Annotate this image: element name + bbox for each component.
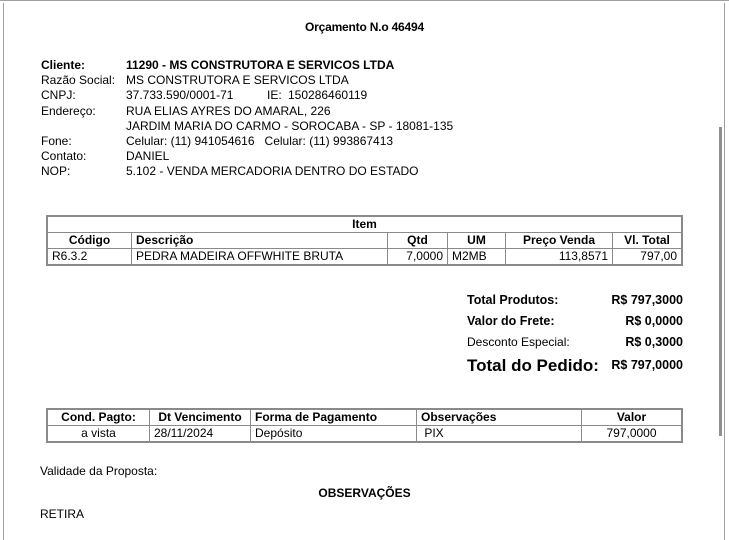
col-header-qtd: Qtd [388,233,448,249]
valor-frete-row [467,314,683,335]
fone-label: Fone: [41,133,72,148]
total-pedido-row [467,358,683,379]
desconto-especial-label: Desconto Especial: [467,335,570,349]
nop-value: 5.102 - VENDA MERCADORIA DENTRO DO ESTADO [126,164,419,179]
col-header-vl-total: Vl. Total [613,233,683,249]
endereco-label: Endereço: [41,103,96,118]
col-header-forma-pagamento: Forma de Pagamento [251,409,417,426]
table-row [47,426,682,443]
col-header-observacoes: Observações [417,409,582,426]
total-produtos-label: Total Produtos: [467,293,559,307]
razao-social-label: Razão Social: [41,73,116,88]
ie-label: IE: [267,88,282,103]
cell-qtd: 7,0000 [388,249,448,266]
col-header-dt-vencimento: Dt Vencimento [150,409,251,426]
col-header-cond-pagto: Cond. Pagto: [47,409,150,426]
cell-descricao: PEDRA MADEIRA OFFWHITE BRUTA [132,249,388,266]
cell-cond-pagto: a vista [47,426,150,443]
observacoes-title: OBSERVAÇÕES [318,486,411,500]
payment-table [46,408,683,443]
cell-preco-venda: 113,8571 [506,249,613,266]
cell-observacoes: PIX [417,426,582,443]
total-produtos-row [467,293,683,314]
fone-value: Celular: (11) 941054616 Celular: (11) 993867413 [126,133,394,148]
col-header-um: UM [448,233,506,249]
cell-valor: 797,0000 [582,426,683,443]
table-row [47,249,682,266]
contato-value: DANIEL [126,149,170,164]
validade-proposta-label: Validade da Proposta: [40,464,158,478]
contato-label: Contato: [41,149,87,164]
desconto-especial-row [467,335,683,356]
col-header-valor: Valor [582,409,683,426]
razao-social-value: MS CONSTRUTORA E SERVICOS LTDA [126,73,349,88]
document-title: Orçamento N.o 46494 [305,20,424,34]
col-header-descricao: Descrição [132,233,388,249]
page-left-border [3,3,4,540]
payment-header-row [47,409,682,426]
valor-frete-value: R$ 0,0000 [625,314,683,328]
totals-block [467,293,683,379]
cliente-value: 11290 - MS CONSTRUTORA E SERVICOS LTDA [126,58,395,72]
total-pedido-value: R$ 797,0000 [611,358,683,372]
cnpj-label: CNPJ: [41,88,76,103]
observacoes-text: RETIRA [40,507,85,521]
items-header-row [47,233,682,249]
endereco-line1: RUA ELIAS AYRES DO AMARAL, 226 [126,103,331,118]
total-pedido-label: Total do Pedido: [467,356,599,375]
cell-vl-total: 797,00 [613,249,683,266]
nop-label: NOP: [41,164,71,179]
total-produtos-value: R$ 797,3000 [611,293,683,307]
valor-frete-label: Valor do Frete: [467,314,555,328]
col-header-preco-venda: Preço Venda [506,233,613,249]
cell-dt-vencimento: 28/11/2024 [150,426,251,443]
cnpj-value: 37.733.590/0001-71 [126,88,234,103]
col-header-codigo: Código [47,233,132,249]
page-top-border [0,0,729,1]
cell-forma-pagamento: Depósito [251,426,417,443]
cliente-label: Cliente: [41,58,86,72]
cell-um: M2MB [448,249,506,266]
ie-value: 150286460119 [288,88,368,103]
endereco-line2: JARDIM MARIA DO CARMO - SOROCABA - SP - 18081-135 [126,118,454,133]
cell-codigo: R6.3.2 [47,249,132,266]
desconto-especial-value: R$ 0,3000 [625,335,683,349]
page-right-border [724,3,725,540]
items-caption-row [47,216,682,233]
items-table [46,215,683,266]
vertical-scrollbar-thumb[interactable] [719,127,722,436]
items-caption: Item [47,216,682,233]
